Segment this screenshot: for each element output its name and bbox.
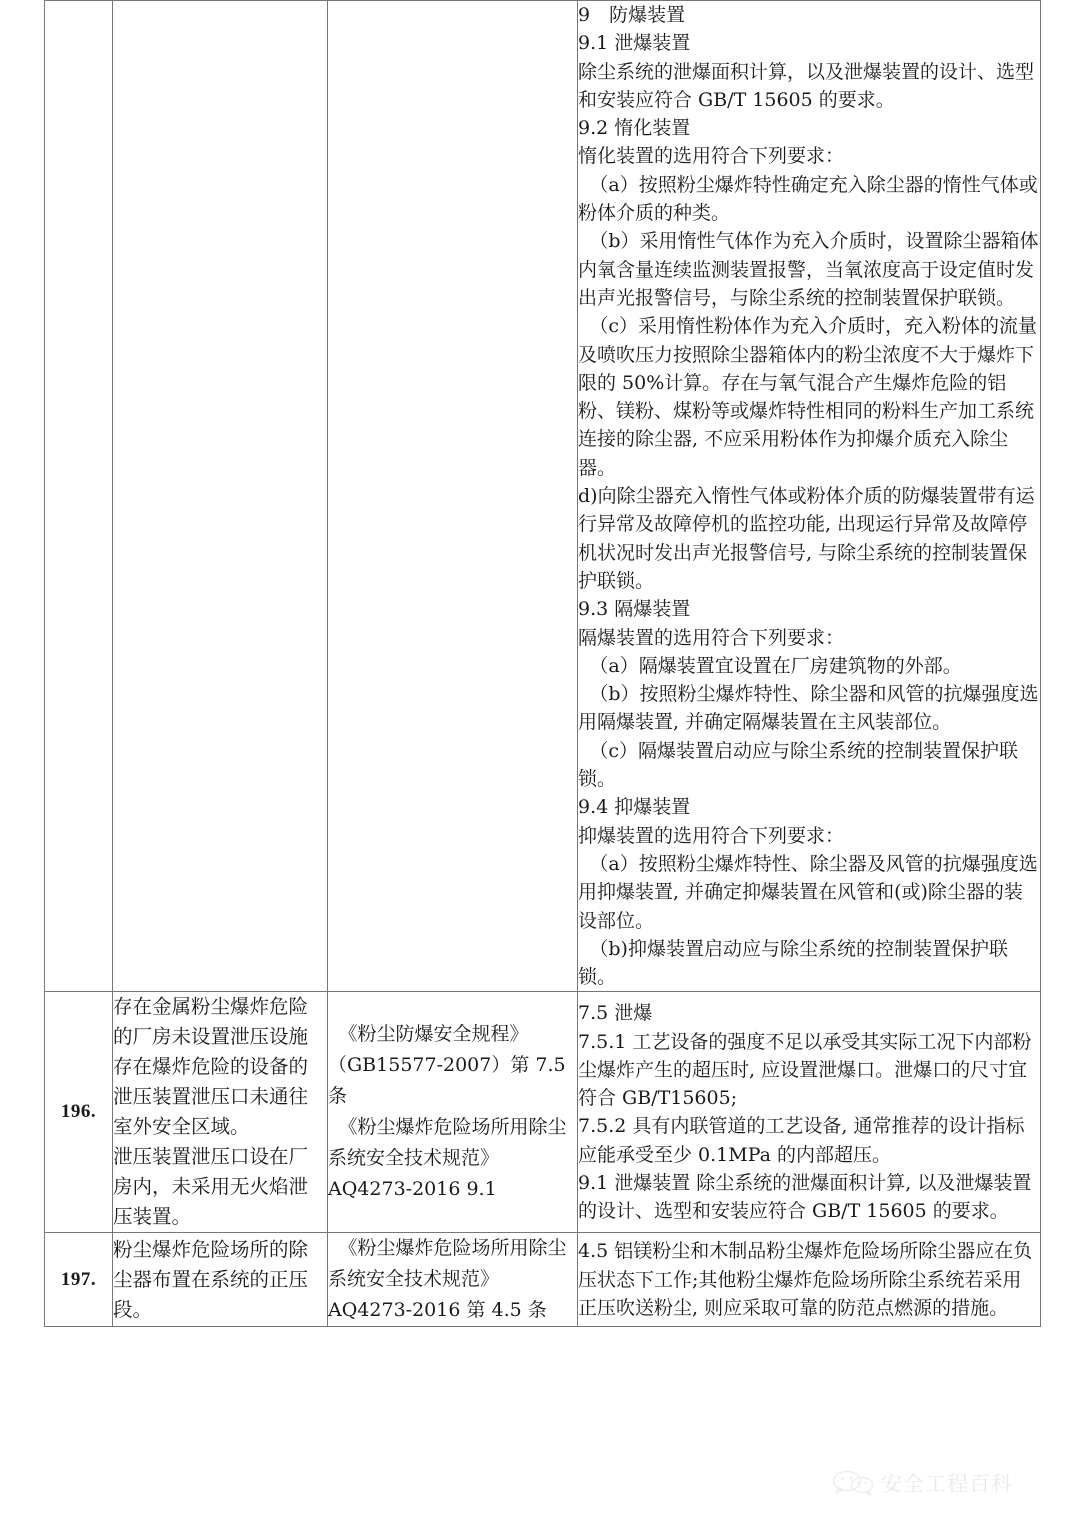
row-description-cell [113,1,328,992]
clause-line: 惰化装置的选用符合下列要求： [578,145,845,168]
watermark [832,1468,1013,1498]
description-line: 泄压装置泄压口设在厂房内，未采用无火焰泄压装置。 [113,1145,309,1229]
reference-line: 《粉尘防爆安全规程》 [338,1023,529,1046]
clause-line: 隔爆装置的选用符合下列要求： [578,626,845,649]
clause-line: （b）按照粉尘爆炸特性、除尘器和风管的抗爆强度选用隔爆装置, 并确定隔爆装置在主风装部位。 [578,683,1039,734]
row-reference-cell [328,1,578,992]
clause-line: 除尘系统的泄爆面积计算，以及泄爆装置的设计、选型和安装应符合 GB/T 15605 的要求。 [578,60,1035,111]
clause-line: 7.5.2 具有内联管道的工艺设备, 通常推荐的设计指标应能承受至少 0.1MPa 的内部超压。 [578,1115,1025,1166]
description-line: 粉尘爆炸危险场所的除尘器布置在系统的正压段。 [113,1237,309,1321]
description-line: 存在金属粉尘爆炸危险的厂房未设置泄压设施 [113,995,309,1049]
row-number-cell: 197. [45,1233,113,1327]
row-description-cell [113,1233,328,1327]
clause-line: 9.2 惰化装置 [578,117,691,140]
reference-line: 《粉尘爆炸危险场所用除尘系统安全技术规范》 [328,1116,567,1170]
clause-line: 9.1 泄爆装置 [578,32,691,55]
row-description-cell [113,992,328,1233]
clause-line: 抑爆装置的选用符合下列要求： [578,824,845,847]
row-clause-cell [578,992,1041,1233]
table-row [45,992,1041,1233]
reference-line: （GB15577-2007）第 7.5 条 [328,1054,566,1108]
clause-line: 7.5.1 工艺设备的强度不足以承受其实际工况下内部粉尘爆炸产生的超压时, 应设置泄爆口。泄爆口的尺寸宜符合 GB/T15605; [578,1030,1032,1110]
clause-line: 9.4 抑爆装置 [578,796,691,819]
reference-line: 《粉尘爆炸危险场所用除尘系统安全技术规范》 [328,1237,567,1291]
clause-line: 9.1 泄爆装置 除尘系统的泄爆面积计算, 以及泄爆装置的设计、选型和安装应符合 GB/T 15605 的要求。 [578,1171,1032,1223]
clause-line: d)向除尘器充入惰性气体或粉体介质的防爆装置带有运行异常及故障停机的监控功能, 出现运行异常及故障停机状况时发出声光报警信号, 与除尘系统的控制装置保护联锁。 [578,485,1035,592]
row-reference-cell [328,992,578,1233]
row-clause-cell [578,1233,1041,1327]
clause-line: 9 防爆装置 [578,4,686,26]
description-line: 存在爆炸危险的设备的泄压装置泄压口未通往室外安全区域。 [113,1055,309,1139]
row-number-cell [45,1,113,992]
row-number-cell: 196. [45,992,113,1233]
clause-line: 9.3 隔爆装置 [578,598,691,621]
clause-line: 4.5 铝镁粉尘和木制品粉尘爆炸危险场所除尘器应在负压状态下工作;其他粉尘爆炸危险场所除尘系统若采用正压吹送粉尘, 则应采取可靠的防范点燃源的措施。 [578,1240,1033,1320]
watermark-label: 安全工程百科 [881,1472,1013,1496]
table-row [45,1,1041,992]
wechat-logo-icon [832,1470,874,1496]
requirements-table [44,0,1041,1327]
clause-line: （a）按照粉尘爆炸特性确定充入除尘器的惰性气体或粉体介质的种类。 [578,173,1038,225]
clause-line: 7.5 泄爆 [578,1002,653,1025]
clause-line: （b）采用惰性气体作为充入介质时，设置除尘器箱体内氧含量连续监测装置报警，当氧浓度高于设定值时发出声光报警信号，与除尘系统的控制装置保护联锁。 [578,230,1039,309]
clause-line: （c）隔爆装置启动应与除尘系统的控制装置保护联锁。 [578,739,1019,791]
row-reference-cell [328,1233,578,1327]
reference-line: AQ4273-2016 第 4.5 条 [328,1299,547,1322]
row-clause-cell [578,1,1041,992]
table-row [45,1233,1041,1327]
clause-line: （a）按照粉尘爆炸特性、除尘器及风管的抗爆强度选用抑爆装置, 并确定抑爆装置在风管和(或)除尘器的装设部位。 [578,852,1038,932]
clause-line: （c）采用惰性粉体作为充入介质时，充入粉体的流量及喷吹压力按照除尘器箱体内的粉尘浓度不大于爆炸下限的 50%计算。存在与氧气混合产生爆炸危险的铝粉、镁粉、煤粉等或爆炸特性相同的粉料生产加工系统连接的除尘器, 不应采用粉体作为抑爆介质充入除尘器。 [578,315,1038,479]
clause-line: （b)抑爆装置启动应与除尘系统的控制装置保护联锁。 [578,937,1008,989]
clause-line: （a）隔爆装置宜设置在厂房建筑物的外部。 [589,654,962,677]
reference-line: AQ4273-2016 9.1 [328,1178,497,1201]
